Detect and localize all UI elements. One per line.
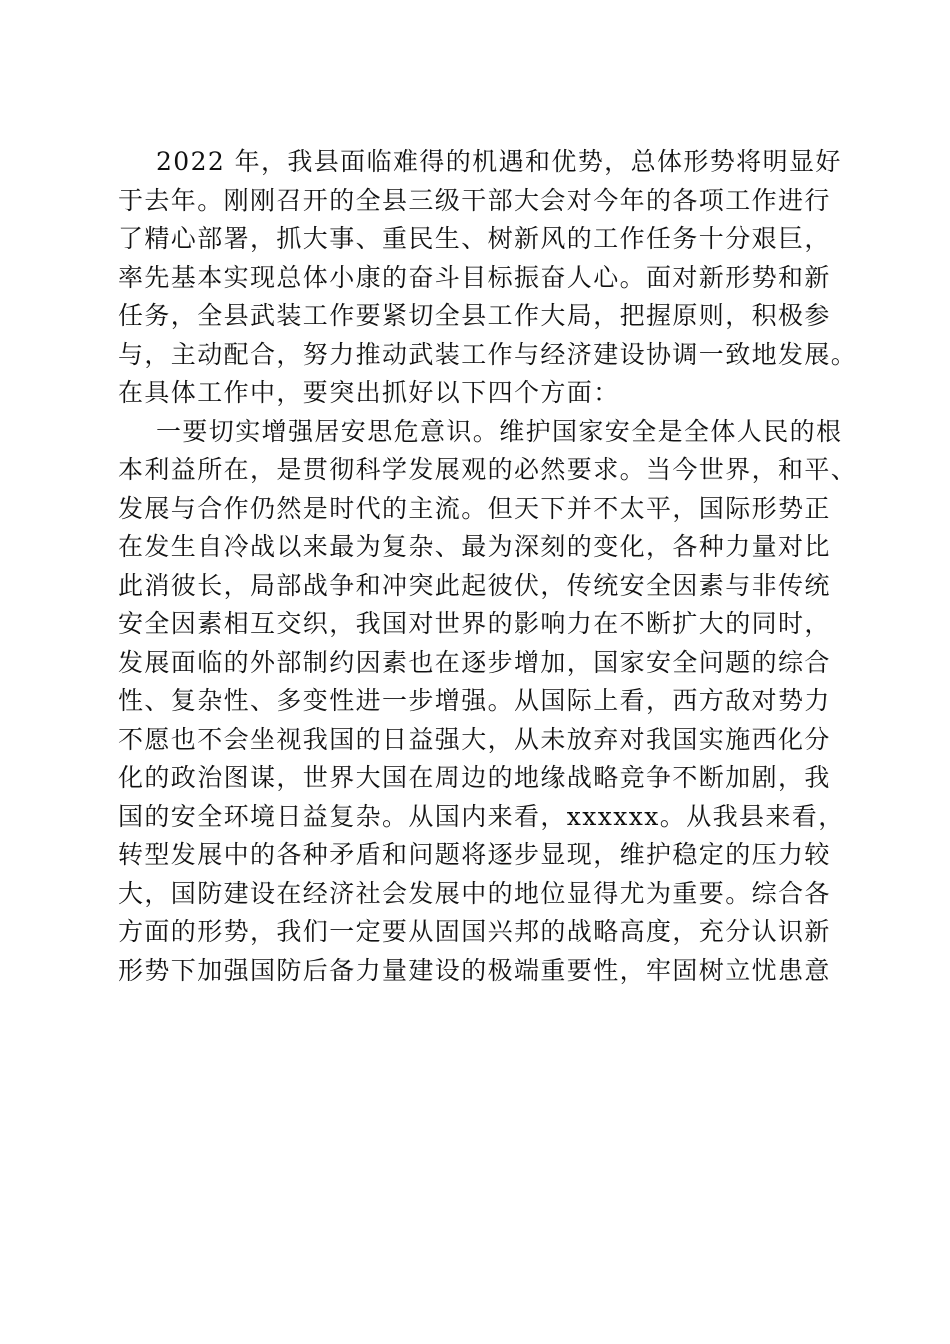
paragraph-line: 任务，全县武装工作要紧切全县工作大局，把握原则，积极参 bbox=[118, 301, 831, 330]
paragraph-line: 形势下加强国防后备力量建设的极端重要性，牢固树立忧患意 bbox=[118, 955, 831, 985]
paragraph-line: 2022 年，我县面临难得的机遇和优势，总体形势将明显好 bbox=[156, 147, 842, 176]
paragraph-line: 性、复杂性、多变性进一步增强。从国际上看，西方敌对势力 bbox=[118, 686, 831, 715]
paragraph-line: 在具体工作中，要突出抓好以下四个方面： bbox=[118, 378, 620, 407]
paragraph-line: 不愿也不会坐视我国的日益强大，从未放弃对我国实施西化分 bbox=[118, 724, 831, 754]
paragraph-line: 本利益所在，是贯彻科学发展观的必然要求。当今世界，和平、 bbox=[118, 455, 858, 484]
paragraph-line: 此消彼长，局部战争和冲突此起彼伏，传统安全因素与非传统 bbox=[118, 570, 831, 600]
paragraph-line: 与，主动配合，努力推动武装工作与经济建设协调一致地发展。 bbox=[118, 339, 858, 369]
paragraph-line: 国的安全环境日益复杂。从国内来看，xxxxxx。从我县来看， bbox=[118, 801, 845, 831]
paragraph-security-awareness bbox=[118, 413, 858, 991]
paragraph-line: 了精心部署，抓大事、重民生、树新风的工作任务十分艰巨， bbox=[118, 224, 831, 253]
paragraph-line: 化的政治图谋，世界大国在周边的地缘战略竞争不断加剧，我 bbox=[118, 763, 831, 792]
body-text bbox=[118, 143, 858, 990]
paragraph-line: 方面的形势，我们一定要从固国兴邦的战略高度，充分认识新 bbox=[118, 917, 831, 946]
paragraph-line: 一要切实增强居安思危意识。维护国家安全是全体人民的根 bbox=[156, 416, 843, 446]
paragraph-line: 于去年。刚刚召开的全县三级干部大会对今年的各项工作进行 bbox=[118, 185, 831, 215]
paragraph-line: 率先基本实现总体小康的奋斗目标振奋人心。面对新形势和新 bbox=[118, 262, 831, 292]
paragraph-line: 大，国防建设在经济社会发展中的地位显得尤为重要。综合各 bbox=[118, 878, 831, 908]
paragraph-line: 发展与合作仍然是时代的主流。但天下并不太平，国际形势正 bbox=[118, 493, 831, 523]
paragraph-intro bbox=[118, 143, 858, 413]
paragraph-line: 在发生自冷战以来最为复杂、最为深刻的变化，各种力量对比 bbox=[118, 532, 831, 561]
paragraph-line: 安全因素相互交织，我国对世界的影响力在不断扩大的同时， bbox=[118, 609, 831, 638]
paragraph-line: 发展面临的外部制约因素也在逐步增加，国家安全问题的综合 bbox=[118, 647, 831, 677]
paragraph-line: 转型发展中的各种矛盾和问题将逐步显现，维护稳定的压力较 bbox=[118, 840, 831, 869]
